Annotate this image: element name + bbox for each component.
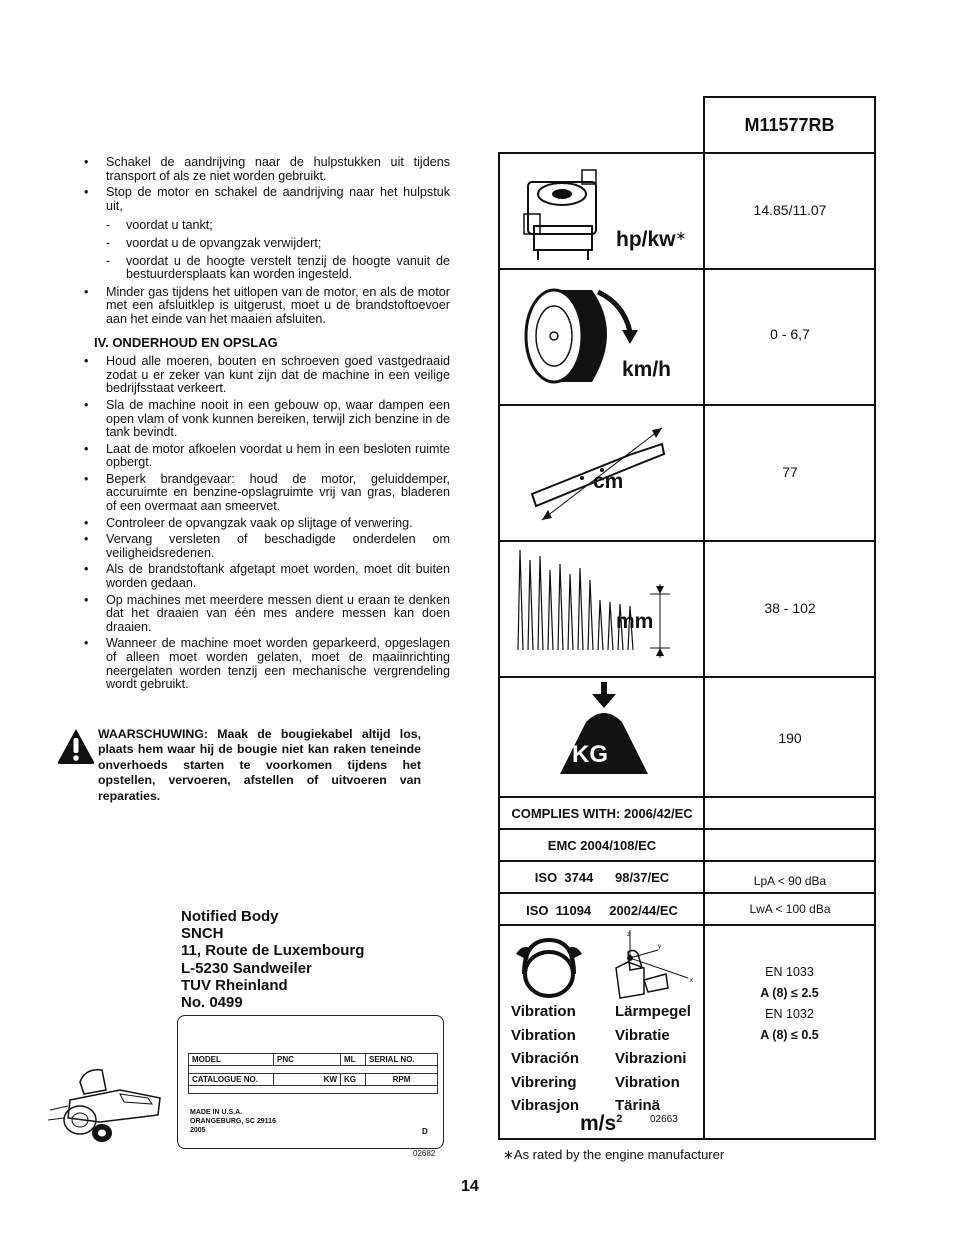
page-number: 14 <box>461 1178 479 1195</box>
standard-value-cell <box>703 828 876 862</box>
made-in <box>190 1108 276 1135</box>
vibration-value: A (8) ≤ 2.5 <box>760 986 819 1000</box>
made-line: MADE IN U.S.A. <box>190 1109 243 1116</box>
plate-cell: CATALOGUE NO. <box>189 1074 274 1086</box>
plate-cell: ML <box>341 1054 366 1066</box>
vibration-col1 <box>511 1000 579 1118</box>
power-label: hp/kw∗ <box>616 228 687 251</box>
standard-value-cell <box>703 796 876 830</box>
list-item: • Wanneer de machine moet worden geparkeerd, opgeslagen of alleen moet worden gelaten, moet de maaiinrichting neergelaten worden tenzij een mechanische vergrendeling wordt gebruikt. <box>82 637 450 691</box>
cut-icon-cell <box>498 404 705 542</box>
dash-list <box>106 219 450 281</box>
warning-text: WAARSCHUWING: Maak de bougiekabel altijd los, plaats hem waar hij de bougie niet kan raken teneinde onverhoeds starten te voorkomen tijdens het opstellen, vervoeren, afstellen of uitvoeren van reparaties. <box>98 727 421 803</box>
weight-icon-cell <box>498 676 705 798</box>
nb-line: No. 0499 <box>181 994 243 1012</box>
speed-value-cell <box>703 268 876 406</box>
vibration-figure-code: 02663 <box>650 1114 678 1125</box>
vibration-values <box>705 962 874 1046</box>
rating-plate-table <box>188 1053 438 1094</box>
list-item: • Stop de motor en schakel de aandrijving naar het hulpstuk uit, - voordat u tankt; - voordat u de opvangzak verwijdert; - voordat u de hoogte verstelt tenzij de hoogte vanuit de bestuurdersplaats kan worden ingesteld. <box>82 186 450 282</box>
cut-label: cm <box>593 470 624 493</box>
power-unit: hp/kw <box>616 228 676 251</box>
vibration-value: EN 1032 <box>765 1007 814 1021</box>
steering-wheel-icon <box>514 934 584 1000</box>
list-item: - voordat u de hoogte verstelt tenzij de hoogte vanuit de bestuurdersplaats kan worden ingesteld. <box>106 255 450 282</box>
vibration-term: Vibration <box>615 1073 680 1091</box>
made-line: 2005 <box>190 1127 206 1134</box>
list-item: • Schakel de aandrijving naar de hulpstukken uit tijdens transport of als ze niet worden gebruikt. <box>82 156 450 183</box>
weight-label: KG <box>572 741 608 768</box>
vibration-unit-exp: 2 <box>616 1113 623 1125</box>
lawn-tractor-icon <box>40 1060 180 1150</box>
vibration-value: EN 1033 <box>765 965 814 979</box>
bullet-list-2 <box>82 355 450 692</box>
model-name: M11577RB <box>744 115 835 135</box>
spec-table <box>498 96 876 1140</box>
nb-line: 11, Route de Luxembourg <box>181 942 365 960</box>
speed-icon-cell <box>498 268 705 406</box>
height-value: 38 - 102 <box>764 600 816 616</box>
nb-line: L-5230 Sandweiler <box>181 959 312 977</box>
engine-icon <box>518 164 608 264</box>
svg-text:z: z <box>627 932 630 938</box>
vibration-term: Vibración <box>511 1050 580 1067</box>
power-value-cell <box>703 152 876 270</box>
power-value: 14.85/11.07 <box>753 202 827 218</box>
plate-letter: D <box>422 1127 428 1136</box>
vibration-value: A (8) ≤ 0.5 <box>760 1028 819 1042</box>
standard-cell <box>498 796 705 830</box>
standard-label: COMPLIES WITH: 2006/42/EC <box>511 806 693 821</box>
vibration-term: Vibrazioni <box>615 1050 687 1067</box>
standard-value-cell <box>703 860 876 894</box>
footnote: ∗As rated by the engine manufacturer <box>503 1147 725 1162</box>
vibration-term: Vibrasjon <box>511 1097 580 1114</box>
nb-line: SNCH <box>181 925 224 943</box>
list-item: • Minder gas tijdens het uitlopen van de motor, en als de motor met een afsluitklep is uitgerust, moet u de brandstoftoevoer aan het einde van het maaien afsluiten. <box>82 286 450 327</box>
rating-plate <box>177 1015 444 1149</box>
weight-value: 190 <box>778 730 802 746</box>
seated-operator-icon <box>608 928 698 1004</box>
model-header <box>703 96 876 154</box>
plate-cell: SERIAL NO. <box>366 1054 438 1066</box>
vibration-unit <box>580 1112 622 1136</box>
vibration-term: Vibration <box>511 1026 576 1044</box>
standard-label: EMC 2004/108/EC <box>547 838 657 853</box>
figure-code: 02682 <box>413 1149 436 1158</box>
vibration-term: Vibration <box>511 1003 576 1020</box>
list-item: • Als de brandstoftank afgetapt moet worden, moet dit buiten worden gedaan. <box>82 563 450 590</box>
bullet-list-1 <box>82 156 450 327</box>
safety-instructions <box>82 156 450 695</box>
list-item: • Houd alle moeren, bouten en schroeven goed vastgedraaid zodat u er zeker van kunt zijn dat de machine in een veilige bedrijfsstaat verkeert. <box>82 355 450 396</box>
section-title: IV. ONDERHOUD EN OPSLAG <box>94 334 278 350</box>
standard-cell <box>498 860 705 894</box>
power-icon-cell <box>498 152 705 270</box>
standard-cell <box>498 892 705 926</box>
height-icon-cell <box>498 540 705 678</box>
vibration-term: Vibratie <box>615 1026 670 1044</box>
cut-value: 77 <box>782 464 798 480</box>
list-item: • Vervang versleten of beschadigde onderdelen om veiligheidsredenen. <box>82 533 450 560</box>
vibration-cell <box>498 924 705 1140</box>
vibration-value-cell <box>703 924 876 1140</box>
list-item: - voordat u de opvangzak verwijdert; <box>106 237 450 251</box>
notified-body <box>181 908 364 1011</box>
vibration-col2 <box>615 1000 691 1118</box>
standard-value: LwA < 100 dBa <box>749 902 831 916</box>
vibration-term: Tärinä <box>615 1097 661 1114</box>
vibration-unit-base: m/s <box>580 1112 617 1135</box>
standard-cell <box>498 828 705 862</box>
list-item: • Beperk brandgevaar: houd de motor, geluiddemper, accuruimte en benzine-opslagruimte vrij van gras, bladeren of een overmaat aan smeervet. <box>82 473 450 514</box>
list-item: • Sla de machine nooit in een gebouw op, waar dampen een open vlam of vonk kunnen bereiken, terwijl zich benzine in de tank bevindt. <box>82 399 450 440</box>
height-label: mm <box>616 610 654 633</box>
warning-triangle-icon <box>56 727 96 765</box>
vibration-term: Vibrering <box>511 1073 577 1091</box>
standard-label: ISO 11094 2002/44/EC <box>526 903 678 918</box>
list-item: • Op machines met meerdere messen dient u eraan te denken dat het draaien van één mes andere messen kan doen draaien. <box>82 594 450 635</box>
speed-value: 0 - 6,7 <box>770 326 810 342</box>
nb-line: Notified Body <box>181 908 279 925</box>
standard-label: ISO 3744 98/37/EC <box>534 870 670 885</box>
svg-text:x: x <box>690 978 693 984</box>
plate-cell: PNC <box>274 1054 341 1066</box>
list-item: • Controleer de opvangzak vaak op slijtage of verwering. <box>82 517 450 531</box>
svg-text:y: y <box>658 944 661 950</box>
speed-label: km/h <box>622 358 672 381</box>
made-line: ORANGEBURG, SC 29116 <box>190 1118 276 1125</box>
plate-cell: RPM <box>366 1074 438 1086</box>
nb-line: TUV Rheinland <box>181 976 288 994</box>
height-value-cell <box>703 540 876 678</box>
weight-value-cell <box>703 676 876 798</box>
list-item: • Laat de motor afkoelen voordat u hem in een besloten ruimte opbergt. <box>82 443 450 470</box>
vibration-term: Lärmpegel <box>615 1003 691 1020</box>
standard-value: LpA < 90 dBa <box>753 874 827 888</box>
standard-value-cell <box>703 892 876 926</box>
list-item: - voordat u tankt; <box>106 219 450 233</box>
warning-block <box>56 727 421 804</box>
plate-cell: KW <box>274 1074 341 1086</box>
plate-cell: MODEL <box>189 1054 274 1066</box>
cut-value-cell <box>703 404 876 542</box>
plate-cell: KG <box>341 1074 366 1086</box>
